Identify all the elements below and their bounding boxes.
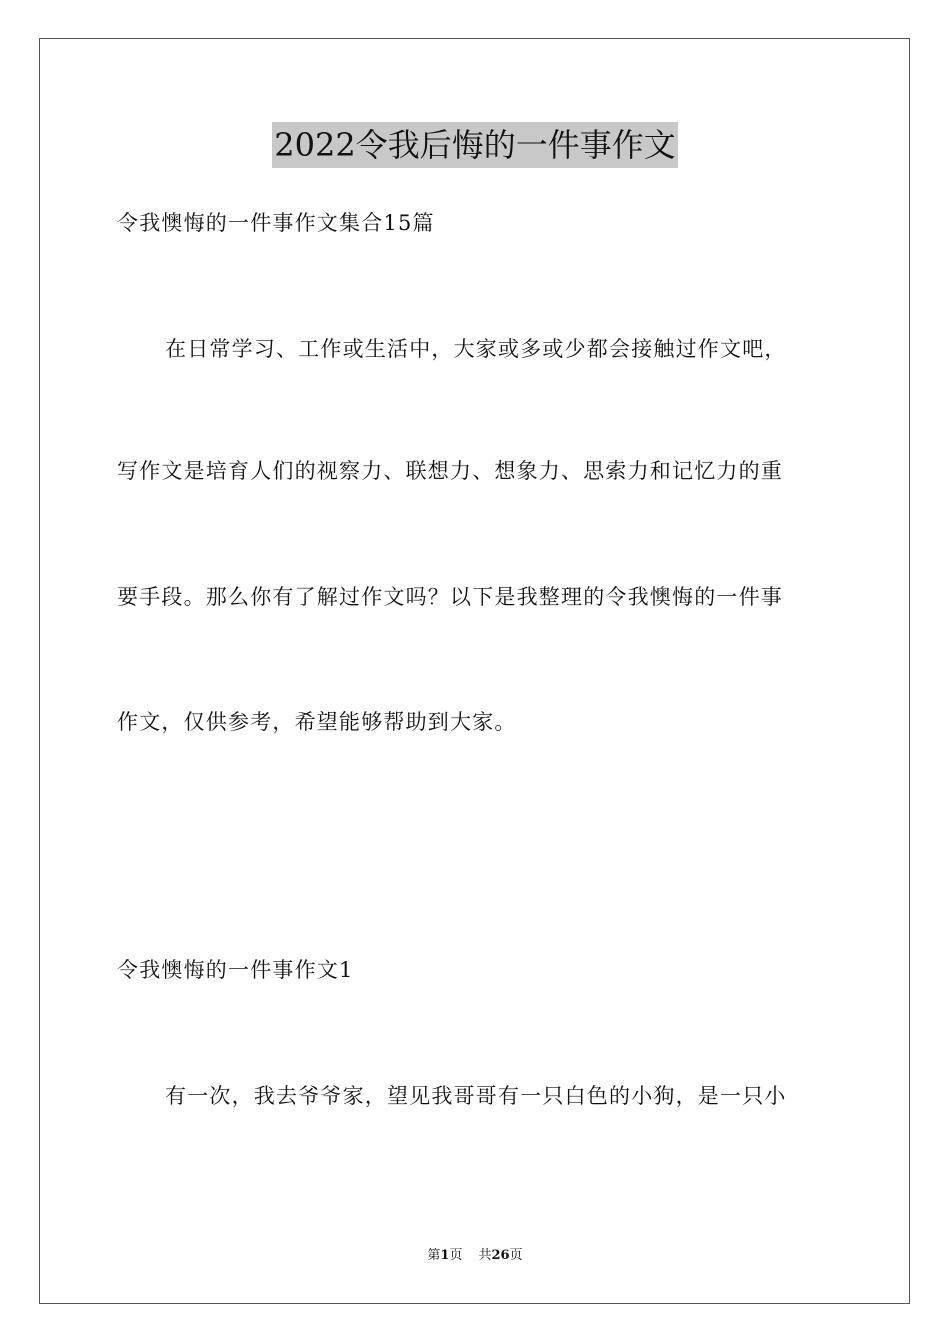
paragraph-line: 要手段。那么你有了解过作文吗？以下是我整理的令我懊悔的一件事	[117, 585, 783, 609]
section-heading: 令我懊悔的一件事作文1	[117, 958, 354, 982]
page-number: 1	[440, 1248, 450, 1263]
total-prefix: 共	[478, 1248, 492, 1263]
total-pages: 26	[491, 1248, 510, 1263]
page-footer	[0, 1246, 950, 1266]
document-title: 2022令我后悔的一件事作文	[272, 122, 677, 168]
title-container	[0, 122, 950, 168]
page-suffix: 页	[449, 1248, 463, 1263]
paragraph-line: 写作文是培育人们的视察力、联想力、想象力、思索力和记忆力的重	[117, 459, 783, 483]
paragraph-line: 作文，仅供参考，希望能够帮助到大家。	[117, 710, 517, 734]
document-subtitle: 令我懊悔的一件事作文集合15篇	[117, 211, 435, 235]
page-prefix: 第	[427, 1248, 441, 1263]
paragraph-line: 有一次，我去爷爷家，望见我哥哥有一只白色的小狗，是一只小	[165, 1084, 787, 1108]
total-suffix: 页	[509, 1248, 523, 1263]
paragraph-line: 在日常学习、工作或生活中，大家或多或少都会接触过作文吧，	[165, 337, 787, 361]
